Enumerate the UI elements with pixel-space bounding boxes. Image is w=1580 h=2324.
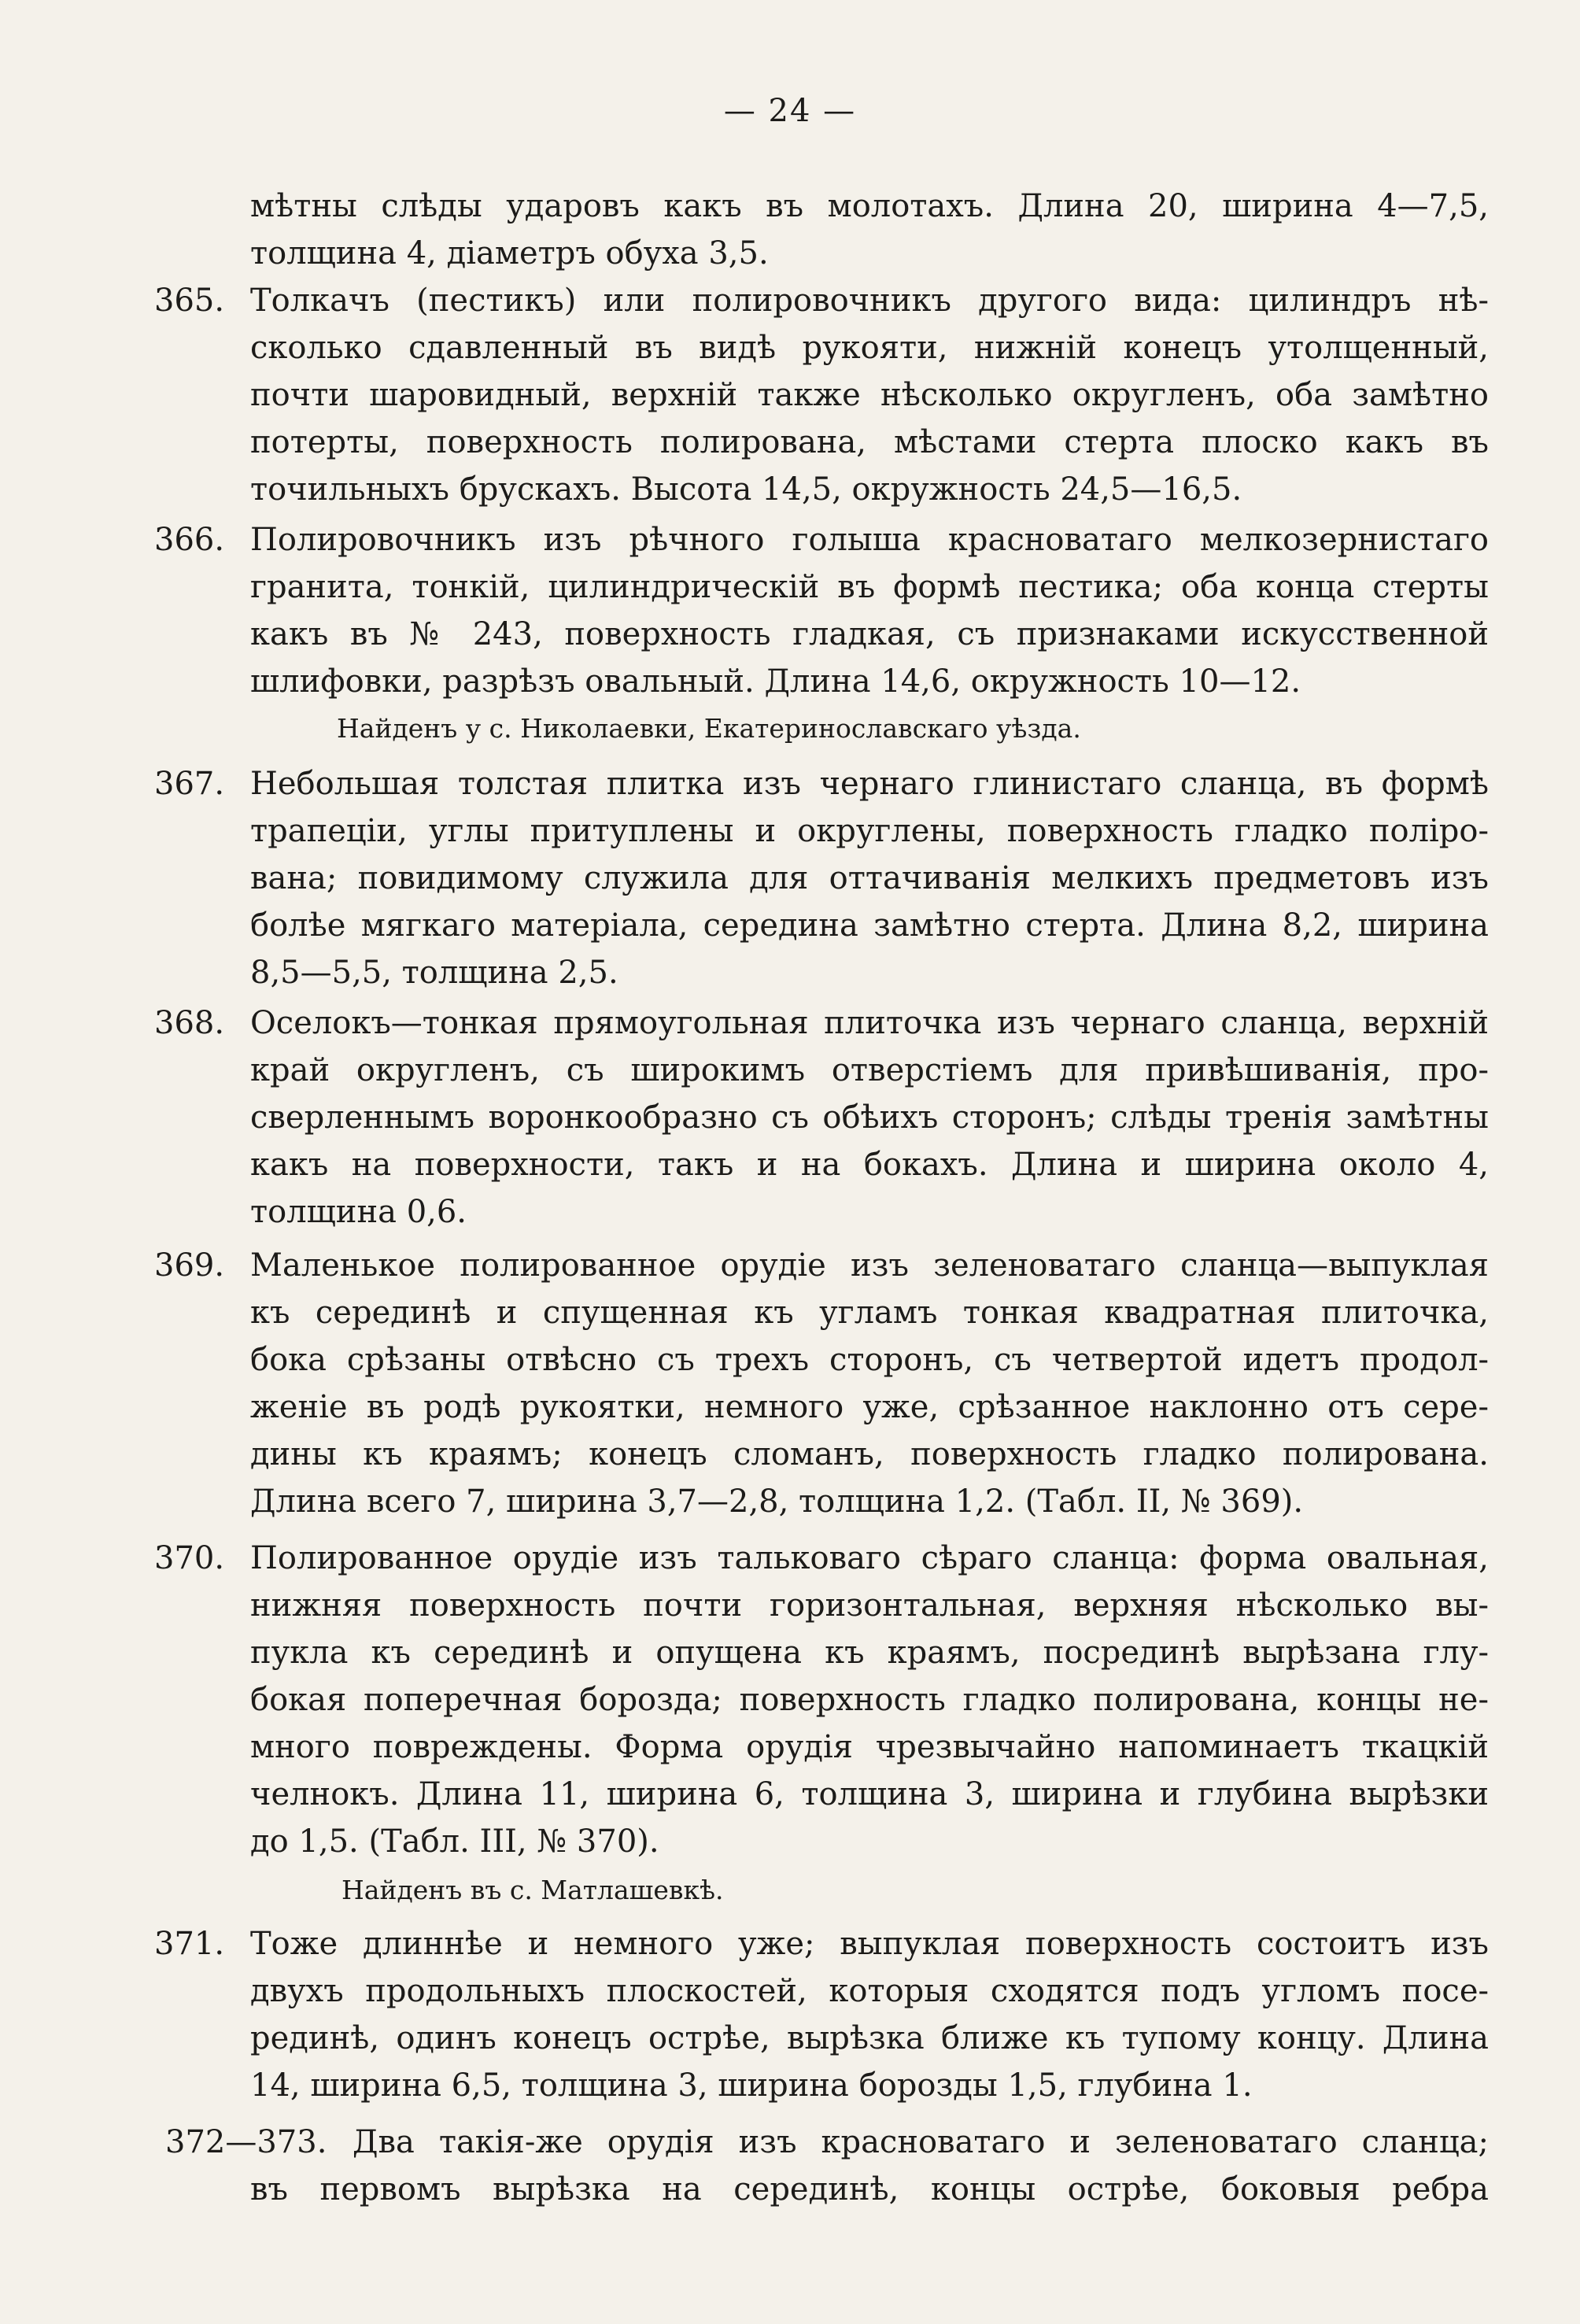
- text-line: трапеціи, углы притуплены и округлены, поверхность гладко поліро-: [250, 813, 1489, 849]
- entry-number: 366.: [154, 522, 225, 558]
- entry-number: 370.: [154, 1540, 225, 1576]
- text-line: челнокъ. Длина 11, ширина 6, толщина 3, ширина и глубина вырѣзки: [250, 1776, 1489, 1812]
- entry-number: 369.: [154, 1247, 225, 1284]
- text-line: Два такія-же орудія изъ красноватаго и зеленоватаго сланца;: [353, 2124, 1489, 2160]
- entry-number: 367.: [154, 766, 225, 802]
- text-line: пукла къ серединѣ и опущена къ краямъ, посрединѣ вырѣзана глу-: [250, 1635, 1489, 1671]
- text-line: Полировочникъ изъ рѣчного голыша красноватаго мелкозернистаго: [250, 522, 1489, 558]
- text-line: мѣтны слѣды ударовъ какъ въ молотахъ. Длина 20, ширина 4—7,5,: [250, 188, 1489, 224]
- text-line: Маленькое полированное орудіе изъ зеленоватаго сланца—выпуклая: [250, 1247, 1489, 1284]
- text-line: 8,5—5,5, толщина 2,5.: [250, 955, 618, 991]
- entry-number: 371.: [154, 1926, 225, 1962]
- entry-number: 372—373.: [165, 2124, 327, 2160]
- text-line: край округленъ, съ широкимъ отверстіемъ для привѣшиванія, про-: [250, 1052, 1489, 1088]
- location-note: Найденъ у с. Николаевки, Екатеринославскаго уѣзда.: [337, 713, 1081, 744]
- text-line: потерты, поверхность полирована, мѣстами стерта плоско какъ въ: [250, 424, 1489, 460]
- text-line: бока срѣзаны отвѣсно съ трехъ сторонъ, съ четвертой идетъ продол-: [250, 1342, 1489, 1378]
- text-line: сверленнымъ воронкообразно съ обѣихъ сторонъ; слѣды тренія замѣтны: [250, 1099, 1489, 1136]
- text-line: почти шаровидный, верхній также нѣсколько округленъ, оба замѣтно: [250, 377, 1489, 413]
- text-line: какъ въ № 243, поверхность гладкая, съ признаками искусственной: [250, 616, 1489, 652]
- text-line: сколько сдавленный въ видѣ рукояти, нижній конецъ утолщенный,: [250, 330, 1489, 366]
- text-line: Длина всего 7, ширина 3,7—2,8, толщина 1,2. (Табл. II, № 369).: [250, 1483, 1304, 1520]
- text-line: какъ на поверхности, такъ и на бокахъ. Длина и ширина около 4,: [250, 1147, 1489, 1183]
- text-line: точильныхъ брускахъ. Высота 14,5, окружность 24,5—16,5.: [250, 471, 1242, 508]
- page-number: — 24 —: [723, 93, 857, 129]
- location-note: Найденъ въ с. Матлашевкѣ.: [341, 1875, 724, 1905]
- text-line: въ первомъ вырѣзка на серединѣ, концы острѣе, боковыя ребра: [250, 2171, 1489, 2208]
- text-line: рединѣ, одинъ конецъ острѣе, вырѣзка ближе къ тупому концу. Длина: [250, 2020, 1489, 2056]
- text-line: Толкачъ (пестикъ) или полировочникъ другого вида: цилиндръ нѣ-: [250, 283, 1489, 319]
- text-line: толщина 4, діаметръ обуха 3,5.: [250, 235, 769, 272]
- text-line: толщина 0,6.: [250, 1194, 467, 1230]
- text-line: дины къ краямъ; конецъ сломанъ, поверхность гладко полирована.: [250, 1436, 1489, 1472]
- text-line: 14, ширина 6,5, толщина 3, ширина борозды 1,5, глубина 1.: [250, 2067, 1253, 2104]
- text-line: бокая поперечная борозда; поверхность гладко полирована, концы не-: [250, 1682, 1489, 1718]
- text-line: много повреждены. Форма орудія чрезвычайно напоминаетъ ткацкій: [250, 1729, 1489, 1765]
- text-line: Тоже длиннѣе и немного уже; выпуклая поверхность состоитъ изъ: [250, 1926, 1489, 1962]
- text-line: до 1,5. (Табл. III, № 370).: [250, 1823, 659, 1860]
- entry-number: 368.: [154, 1005, 225, 1041]
- text-line: шлифовки, разрѣзъ овальный. Длина 14,6, окружность 10—12.: [250, 663, 1301, 700]
- text-line: болѣе мягкаго матеріала, середина замѣтно стерта. Длина 8,2, ширина: [250, 907, 1489, 944]
- text-line: Полированное орудіе изъ тальковаго сѣраго сланца: форма овальная,: [250, 1540, 1489, 1576]
- text-line: вана; повидимому служила для оттачиванія мелкихъ предметовъ изъ: [250, 860, 1489, 896]
- text-line: Оселокъ—тонкая прямоугольная плиточка изъ чернаго сланца, верхній: [250, 1005, 1489, 1041]
- text-line: къ серединѣ и спущенная къ угламъ тонкая квадратная плиточка,: [250, 1295, 1489, 1331]
- text-line: гранита, тонкій, цилиндрическій въ формѣ пестика; оба конца стерты: [250, 569, 1489, 605]
- text-line: женіе въ родѣ рукоятки, немного уже, срѣзанное наклонно отъ сере-: [250, 1389, 1489, 1425]
- entry-number: 365.: [154, 283, 225, 319]
- text-line: нижняя поверхность почти горизонтальная, верхняя нѣсколько вы-: [250, 1587, 1489, 1624]
- text-line: двухъ продольныхъ плоскостей, которыя сходятся подъ угломъ посе-: [250, 1973, 1489, 2009]
- text-line: Небольшая толстая плитка изъ чернаго глинистаго сланца, въ формѣ: [250, 766, 1489, 802]
